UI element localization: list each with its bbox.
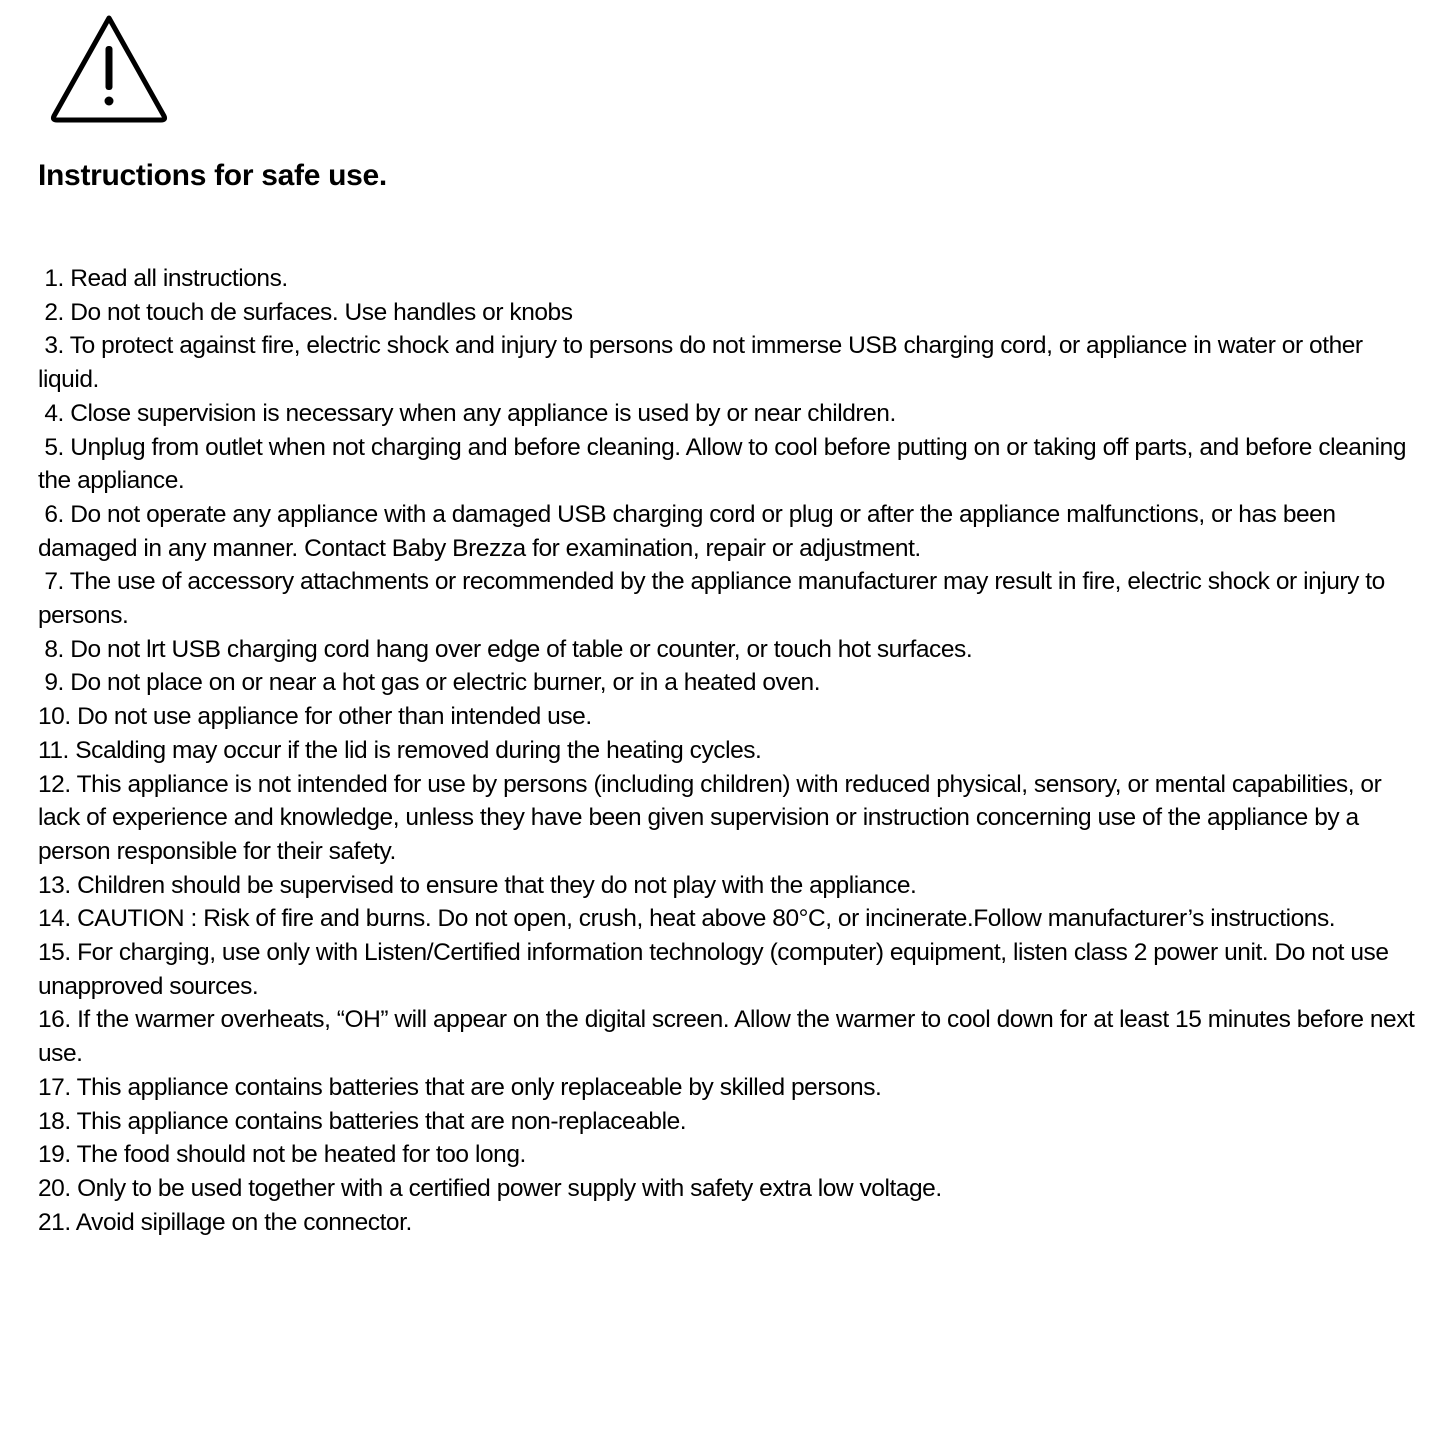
list-item: 6. Do not operate any appliance with a damaged USB charging cord or plug or after the appliance malfunctions, or has been damaged in any manner. Contact Baby Brezza for examination, repair or adjustment. [38,500,1342,562]
list-item: 2. Do not touch de surfaces. Use handles or knobs [38,298,573,326]
list-item: 5. Unplug from outlet when not charging and before cleaning. Allow to cool before putting on or taking off parts, and before cleaning the appliance. [38,433,1413,495]
list-item: 10. Do not use appliance for other than intended use. [38,703,592,731]
list-item: 20. Only to be used together with a certified power supply with safety extra low voltage. [38,1174,942,1202]
list-item: 12. This appliance is not intended for use by persons (including children) with reduced physical, sensory, or mental capabilities, or lack of experience and knowledge, unless they have been given supervision or instruction concerning use of the appliance by a person responsible for their safety. [38,770,1388,865]
list-item: 11. Scalding may occur if the lid is removed during the heating cycles. [38,736,762,764]
list-item: 13. Children should be supervised to ensure that they do not play with the appliance. [38,871,917,899]
list-item: 9. Do not place on or near a hot gas or electric burner, or in a heated oven. [38,669,821,697]
warning-triangle-icon [48,12,170,124]
list-item: 4. Close supervision is necessary when any appliance is used by or near children. [38,399,896,427]
list-item: 18. This appliance contains batteries that are non-replaceable. [38,1107,687,1135]
list-item: 19. The food should not be heated for too long. [38,1141,526,1169]
list-item: 7. The use of accessory attachments or recommended by the appliance manufacturer may result in fire, electric shock or injury to persons. [38,568,1392,630]
list-item: 14. CAUTION : Risk of fire and burns. Do not open, crush, heat above 80°C, or incinerate.Follow manufacturer’s instructions. [38,905,1336,933]
list-item: 17. This appliance contains batteries that are only replaceable by skilled persons. [38,1073,882,1101]
page-title: Instructions for safe use. [38,159,387,192]
list-item: 1. Read all instructions. [38,265,288,292]
list-item: 15. For charging, use only with Listen/Certified information technology (computer) equipment, listen class 2 power unit. Do not use unapproved sources. [38,939,1395,1000]
list-item: 21. Avoid sipillage on the connector. [38,1208,412,1236]
list-item: 3. To protect against fire, electric shock and injury to persons do not immerse USB charging cord, or appliance in water or other liquid. [38,332,1369,394]
list-item: 16. If the warmer overheats, “OH” will appear on the digital screen. Allow the warmer to cool down for at least 15 minutes before next use. [38,1006,1421,1068]
list-item: 8. Do not lrt USB charging cord hang over edge of table or counter, or touch hot surfaces. [38,635,973,663]
instruction-list [38,262,1423,1239]
